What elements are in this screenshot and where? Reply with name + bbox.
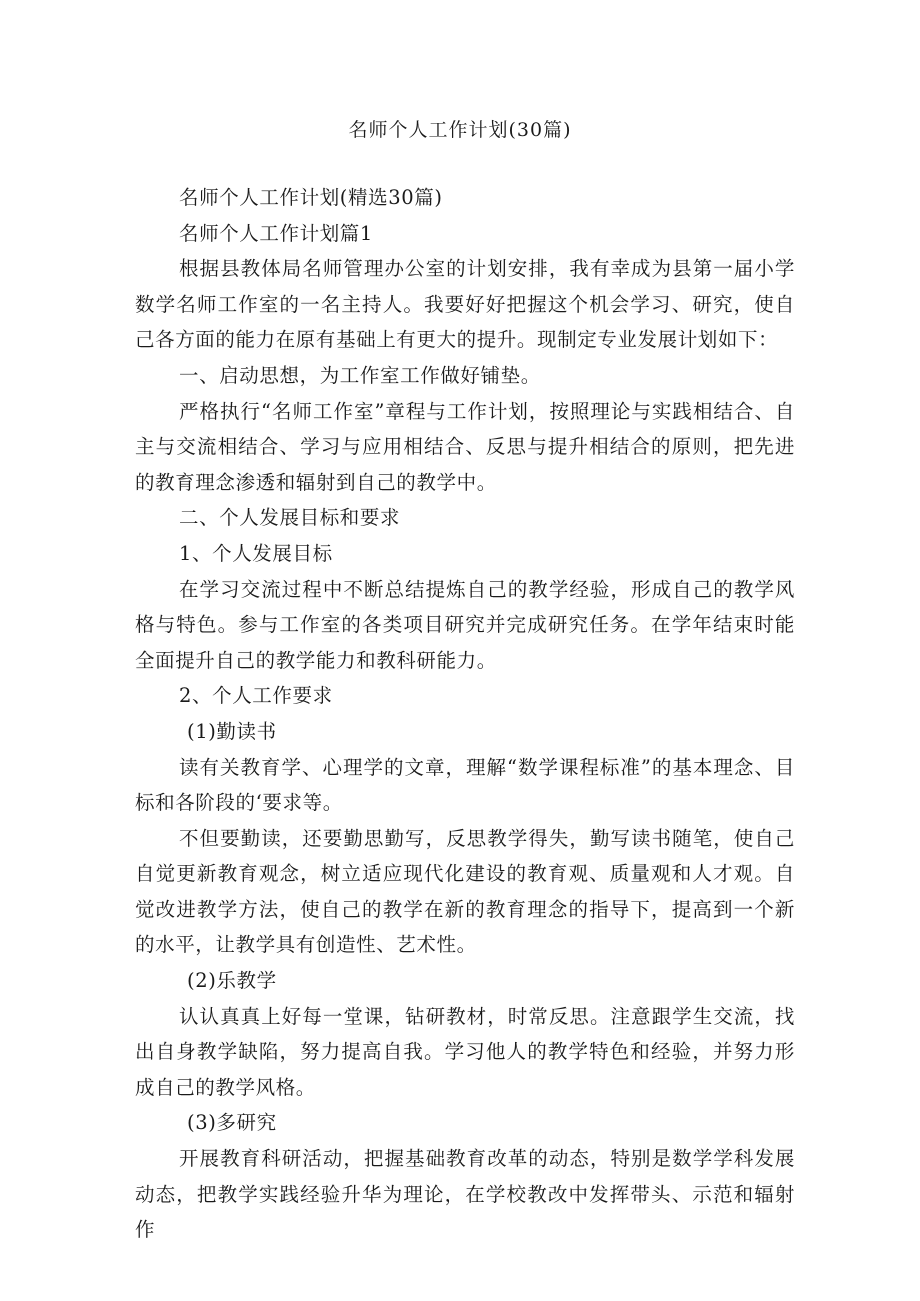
paragraph-subheading-goals: 1、个人发展目标	[179, 541, 333, 565]
paragraph-read-detail: 读有关教育学、心理学的文章，理解“数学课程标准”的基本理念、目标和各阶段的‘要求等。	[135, 755, 795, 815]
document-body	[135, 180, 795, 1248]
paragraph-principles: 严格执行“名师工作室”章程与工作计划，按照理论与实践相结合、自主与交流相结合、学习与应用相结合、反思与提升相结合的原则，把先进的教育理念渗透和辐射到自己的教学中。	[135, 399, 795, 494]
paragraph-intro: 根据县教体局名师管理办公室的计划安排，我有幸成为县第一届小学数学名师工作室的一名主持人。我要好好把握这个机会学习、研究，使自己各方面的能力在原有基础上有更大的提升。现制定专业发展计划如下：	[135, 257, 795, 352]
paragraph-section-heading: 名师个人工作计划篇1	[179, 221, 373, 245]
paragraph-reflect-detail: 不但要勤读，还要勤思勤写，反思教学得失，勤写读书随笔，使自己自觉更新教育观念，树立适应现代化建设的教育观、质量观和人才观。自觉改进教学方法，使自己的教学在新的教育理念的指导下，提高到一个新的水平，让教学具有创造性、艺术性。	[135, 826, 795, 957]
paragraph-teach-detail: 认认真真上好每一堂课，钻研教材，时常反思。注意跟学生交流，找出自身教学缺陷，努力提高自我。学习他人的教学特色和经验，并努力形成自己的教学风格。	[135, 1004, 795, 1099]
paragraph-research-detail: 开展教育科研活动，把握基础教育改革的动态，特别是数学学科发展动态，把教学实践经验升华为理论，在学校教改中发挥带头、示范和辐射作	[135, 1147, 795, 1242]
paragraph-item-teach: (2)乐教学	[187, 969, 277, 993]
paragraph-subtitle: 名师个人工作计划(精选30篇)	[179, 186, 443, 209]
paragraph-heading-two: 二、个人发展目标和要求	[179, 506, 401, 530]
document-title: 名师个人工作计划(30篇)	[348, 119, 572, 141]
paragraph-heading-one: 一、启动思想，为工作室工作做好铺垫。	[179, 363, 541, 387]
paragraph-goals: 在学习交流过程中不断总结提炼自己的教学经验，形成自己的教学风格与特色。参与工作室的各类项目研究并完成研究任务。在学年结束时能全面提升自己的教学能力和教科研能力。	[135, 577, 795, 672]
paragraph-item-read: (1)勤读书	[187, 719, 277, 743]
paragraph-subheading-requirements: 2、个人工作要求	[179, 684, 333, 708]
paragraph-item-research: (3)多研究	[187, 1111, 277, 1135]
